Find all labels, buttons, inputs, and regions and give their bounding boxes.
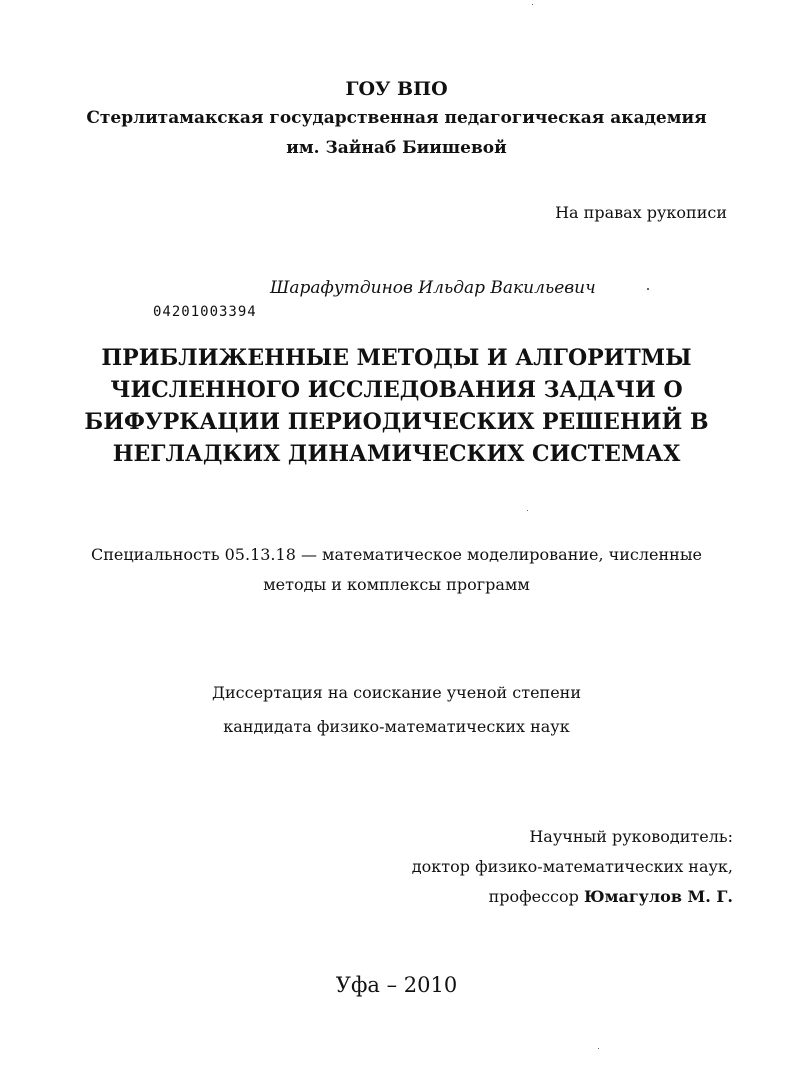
supervisor-label: Научный руководитель: xyxy=(529,827,733,846)
city-year: Уфа – 2010 xyxy=(335,973,458,997)
scan-speck-3 xyxy=(532,4,533,5)
degree-line-2: кандидата физико-математических наук xyxy=(223,717,570,736)
scan-speck-4 xyxy=(598,1048,599,1049)
specialty-line-1: Специальность 05.13.18 — математическое моделирование, численные xyxy=(90,545,703,564)
supervisor-line xyxy=(412,882,733,912)
degree-block xyxy=(0,676,793,744)
org-line-1: ГОУ ВПО xyxy=(345,78,448,100)
scan-speck xyxy=(647,288,649,290)
org-line-2: Стерлитамакская государственная педагогическая академия xyxy=(86,108,707,128)
library-code: 04201003394 xyxy=(153,304,257,320)
title-line-1: ПРИБЛИЖЕННЫЕ МЕТОДЫ И АЛГОРИТМЫ xyxy=(101,345,692,371)
supervisor-name: Юмагулов М. Г. xyxy=(583,887,733,906)
title-line-4: НЕГЛАДКИХ ДИНАМИЧЕСКИХ СИСТЕМАХ xyxy=(112,441,681,467)
degree-line-1: Диссертация на соискание ученой степени xyxy=(211,683,581,702)
author-name: Шарафутдинов Ильдар Вакильевич xyxy=(270,278,596,298)
scan-speck-2 xyxy=(527,510,528,511)
supervisor-degree: доктор физико-математических наук, xyxy=(411,857,733,876)
title-line-2: ЧИСЛЕННОГО ИССЛЕДОВАНИЯ ЗАДАЧИ О xyxy=(110,377,683,403)
manuscript-note: На правах рукописи xyxy=(555,203,727,222)
specialty-line-2: методы и комплексы программ xyxy=(263,575,530,594)
title-line-3: БИФУРКАЦИИ ПЕРИОДИЧЕСКИХ РЕШЕНИЙ В xyxy=(84,409,709,435)
supervisor-title: профессор xyxy=(488,887,579,906)
org-line-3: им. Зайнаб Биишевой xyxy=(286,138,507,158)
supervisor-block xyxy=(412,822,733,912)
specialty-block xyxy=(0,540,793,600)
dissertation-title xyxy=(0,342,793,470)
